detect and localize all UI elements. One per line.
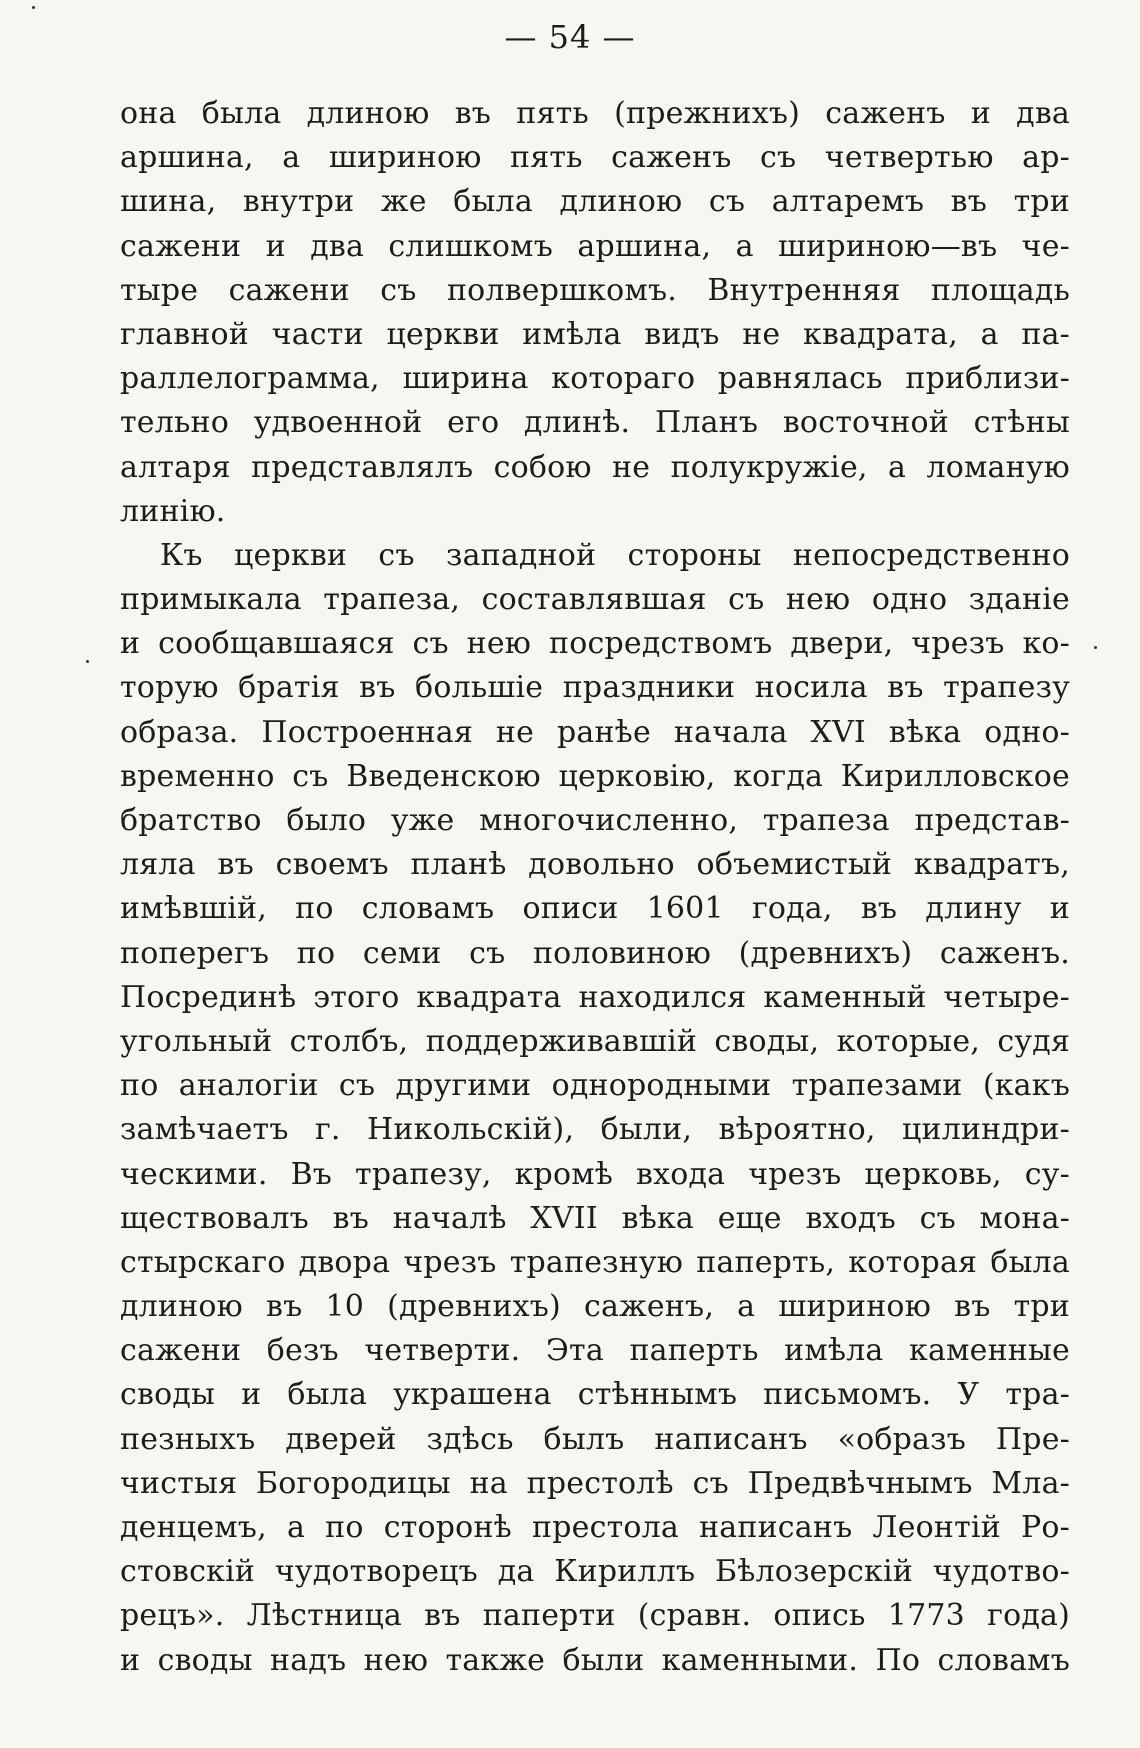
- text-line: и сообщавшаяся съ нею посредствомъ двери, чрезъ ко-: [120, 626, 1070, 662]
- text-line: аршина, а шириною пять саженъ съ четвертью ар-: [120, 140, 1070, 176]
- text-line: братство было уже многочисленно, трапеза представ-: [120, 803, 1070, 838]
- text-line: сажени безъ четверти. Эта паперть имѣла каменные: [120, 1333, 1070, 1369]
- text-line: образа. Построенная не ранѣе начала XVI вѣка одно-: [120, 714, 1070, 750]
- text-line: поперегъ по семи съ половиною (древнихъ) саженъ.: [120, 935, 1070, 971]
- text-line: стырскаго двора чрезъ трапезную паперть, которая была: [120, 1244, 1070, 1280]
- text-line: угольный столбъ, поддерживавшій своды, которые, судя: [120, 1023, 1070, 1059]
- print-speck: [32, 6, 35, 9]
- text-line: Посрединѣ этого квадрата находился каменный четыре-: [120, 979, 1070, 1015]
- text-line: своды и была украшена стѣннымъ письмомъ. У тра-: [120, 1377, 1070, 1413]
- text-line: линію.: [120, 493, 226, 529]
- text-line: тыре сажени съ полвершкомъ. Внутренняя площадь: [120, 272, 1070, 308]
- text-line: и своды надъ нею также были каменными. По словамъ: [120, 1642, 1070, 1678]
- text-line: сажени и два слишкомъ аршина, а шириною—въ че-: [120, 228, 1070, 264]
- text-line: она была длиною въ пять (прежнихъ) саженъ и два: [120, 96, 1070, 131]
- text-line: ческими. Въ трапезу, кромѣ входа чрезъ церковь, су-: [120, 1156, 1070, 1192]
- text-line: по аналогіи съ другими однородными трапезами (какъ: [120, 1068, 1070, 1104]
- paragraph-2: [120, 534, 1070, 1683]
- paragraph-1: [120, 92, 1070, 534]
- text-line: главной части церкви имѣла видъ не квадрата, а па-: [120, 316, 1070, 352]
- text-line: раллелограмма, ширина котораго равнялась приблизи-: [120, 361, 1070, 397]
- print-speck: [86, 660, 89, 663]
- page-number: — 54 —: [504, 18, 636, 56]
- body-text: [120, 92, 1070, 1683]
- text-line: ществовалъ въ началѣ XVII вѣка еще входъ съ мона-: [120, 1200, 1070, 1236]
- text-line: торую братія въ большіе праздники носила въ трапезу: [120, 670, 1070, 706]
- text-line: Къ церкви съ западной стороны непосредственно: [160, 537, 1070, 573]
- text-line: денцемъ, а по сторонѣ престола написанъ Леонтій Ро-: [120, 1510, 1070, 1545]
- text-line: стовскій чудотворецъ да Кириллъ Бѣлозерскій чудотво-: [120, 1554, 1070, 1590]
- text-line: имѣвшій, по словамъ описи 1601 года, въ длину и: [120, 891, 1070, 927]
- text-line: временно съ Введенскою церковію, когда Кирилловское: [120, 758, 1070, 794]
- text-line: шина, внутри же была длиною съ алтаремъ въ три: [120, 184, 1070, 220]
- text-line: алтаря представлялъ собою не полукружіе, а ломаную: [120, 449, 1070, 485]
- text-line: замѣчаетъ г. Никольскій), были, вѣроятно, цилиндри-: [120, 1112, 1070, 1148]
- text-line: ляла въ своемъ планѣ довольно объемистый квадратъ,: [120, 847, 1070, 883]
- text-line: примыкала трапеза, составлявшая съ нею одно зданіе: [120, 582, 1070, 618]
- text-line: чистыя Богородицы на престолѣ съ Предвѣчнымъ Мла-: [120, 1465, 1070, 1501]
- text-line: длиною въ 10 (древнихъ) саженъ, а шириною въ три: [120, 1289, 1070, 1325]
- text-line: рецъ». Лѣстница въ паперти (сравн. опись 1773 года): [120, 1598, 1070, 1634]
- text-line: пезныхъ дверей здѣсь былъ написанъ «образъ Пре-: [120, 1421, 1070, 1457]
- text-line: тельно удвоенной его длинѣ. Планъ восточной стѣны: [120, 405, 1070, 441]
- print-speck: [1094, 646, 1097, 649]
